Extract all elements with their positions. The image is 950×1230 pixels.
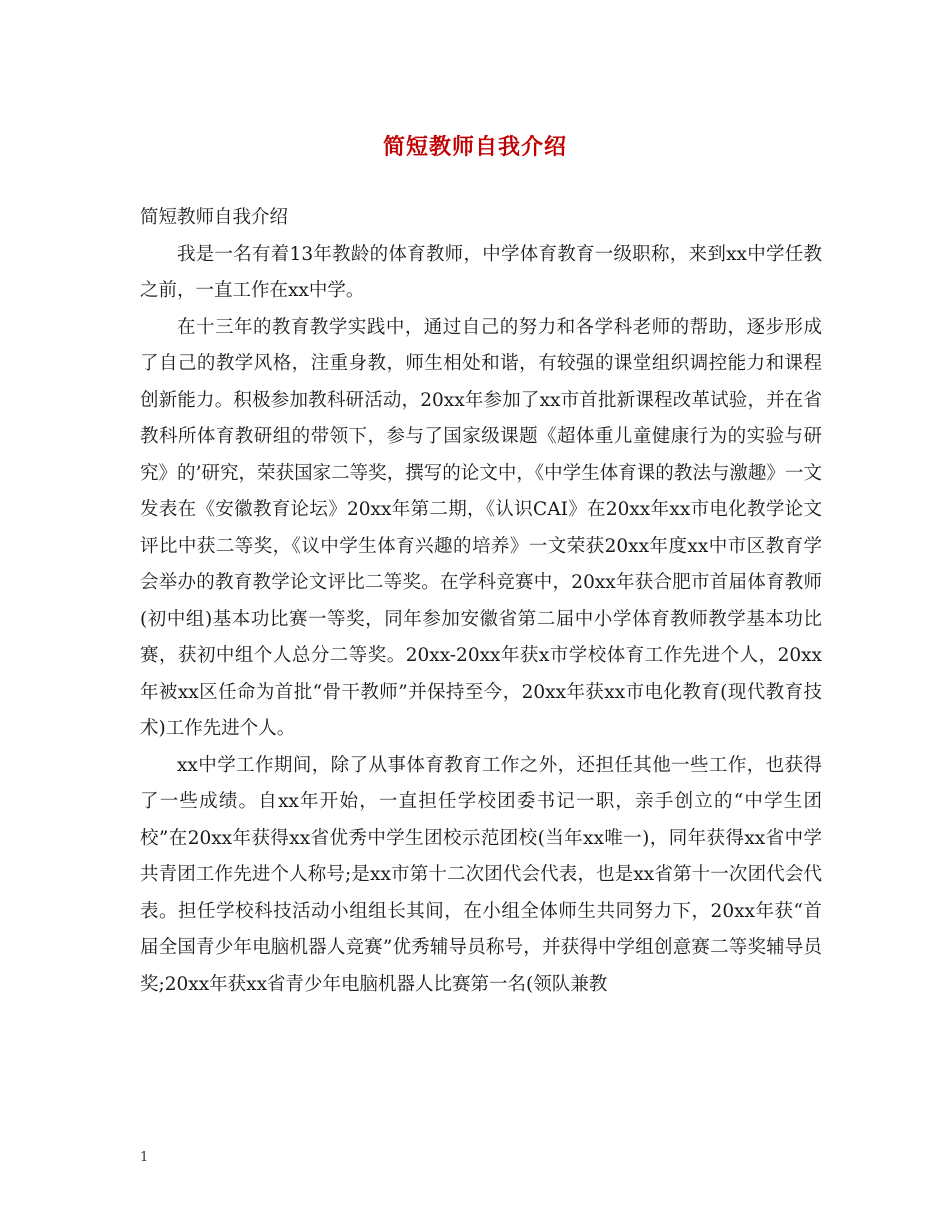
- document-title: 简短教师自我介绍: [382, 134, 567, 160]
- paragraph-intro: 我是一名有着13年教龄的体育教师，中学体育教育一级职称，来到xx中学任教之前，一直工作在xx中学。: [140, 243, 822, 301]
- paragraph-teaching-experience: 在十三年的教育教学实践中，通过自己的努力和各学科老师的帮助，逐步形成了自己的教学风格，注重身教，师生相处和谐，有较强的课堂组织调控能力和课程创新能力。积极参加教科研活动，20xx年参加了xx市首批新课程改革试验，并在省教科所体育教研组的带领下，参与了国家级课题《超体重儿童健康行为的实验与研究》的’研究，荣获国家二等奖，撰写的论文中，《中学生体育课的教法与激趣》一文发表在《安徽教育论坛》20xx年第二期，《认识CAI》在20xx年xx市电化教学论文评比中获二等奖，《议中学生体育兴趣的培养》一文荣获20xx年度xx中市区教育学会举办的教育教学论文评比二等奖。在学科竞赛中，20xx年获合肥市首届体育教师(初中组)基本功比赛一等奖，同年参加安徽省第二届中小学体育教师教学基本功比赛，获初中组个人总分二等奖。20xx-20xx年获x市学校体育工作先进个人，20xx年被xx区任命为首批“骨干教师”并保持至今，20xx年获xx市电化教育(现代教育技术)工作先进个人。: [140, 316, 822, 739]
- document-subtitle: 简短教师自我介绍: [140, 207, 289, 228]
- page-number: 1: [140, 1150, 149, 1165]
- paragraph-other-work: xx中学工作期间，除了从事体育教育工作之外，还担任其他一些工作，也获得了一些成绩。自xx年开始，一直担任学校团委书记一职，亲手创立的“中学生团校”在20xx年获得xx省优秀中学生团校示范团校(当年xx唯一)，同年获得xx省中学共青团工作先进个人称号;是xx市第十二次团代会代表，也是xx省第十一次团代会代表。担任学校科技活动小组组长其间，在小组全体师生共同努力下，20xx年获“首届全国青少年电脑机器人竞赛”优秀辅导员称号，并获得中学组创意赛二等奖辅导员奖;20xx年获xx省青少年电脑机器人比赛第一名(领队兼教: [140, 754, 822, 995]
- document-body: [140, 200, 822, 1003]
